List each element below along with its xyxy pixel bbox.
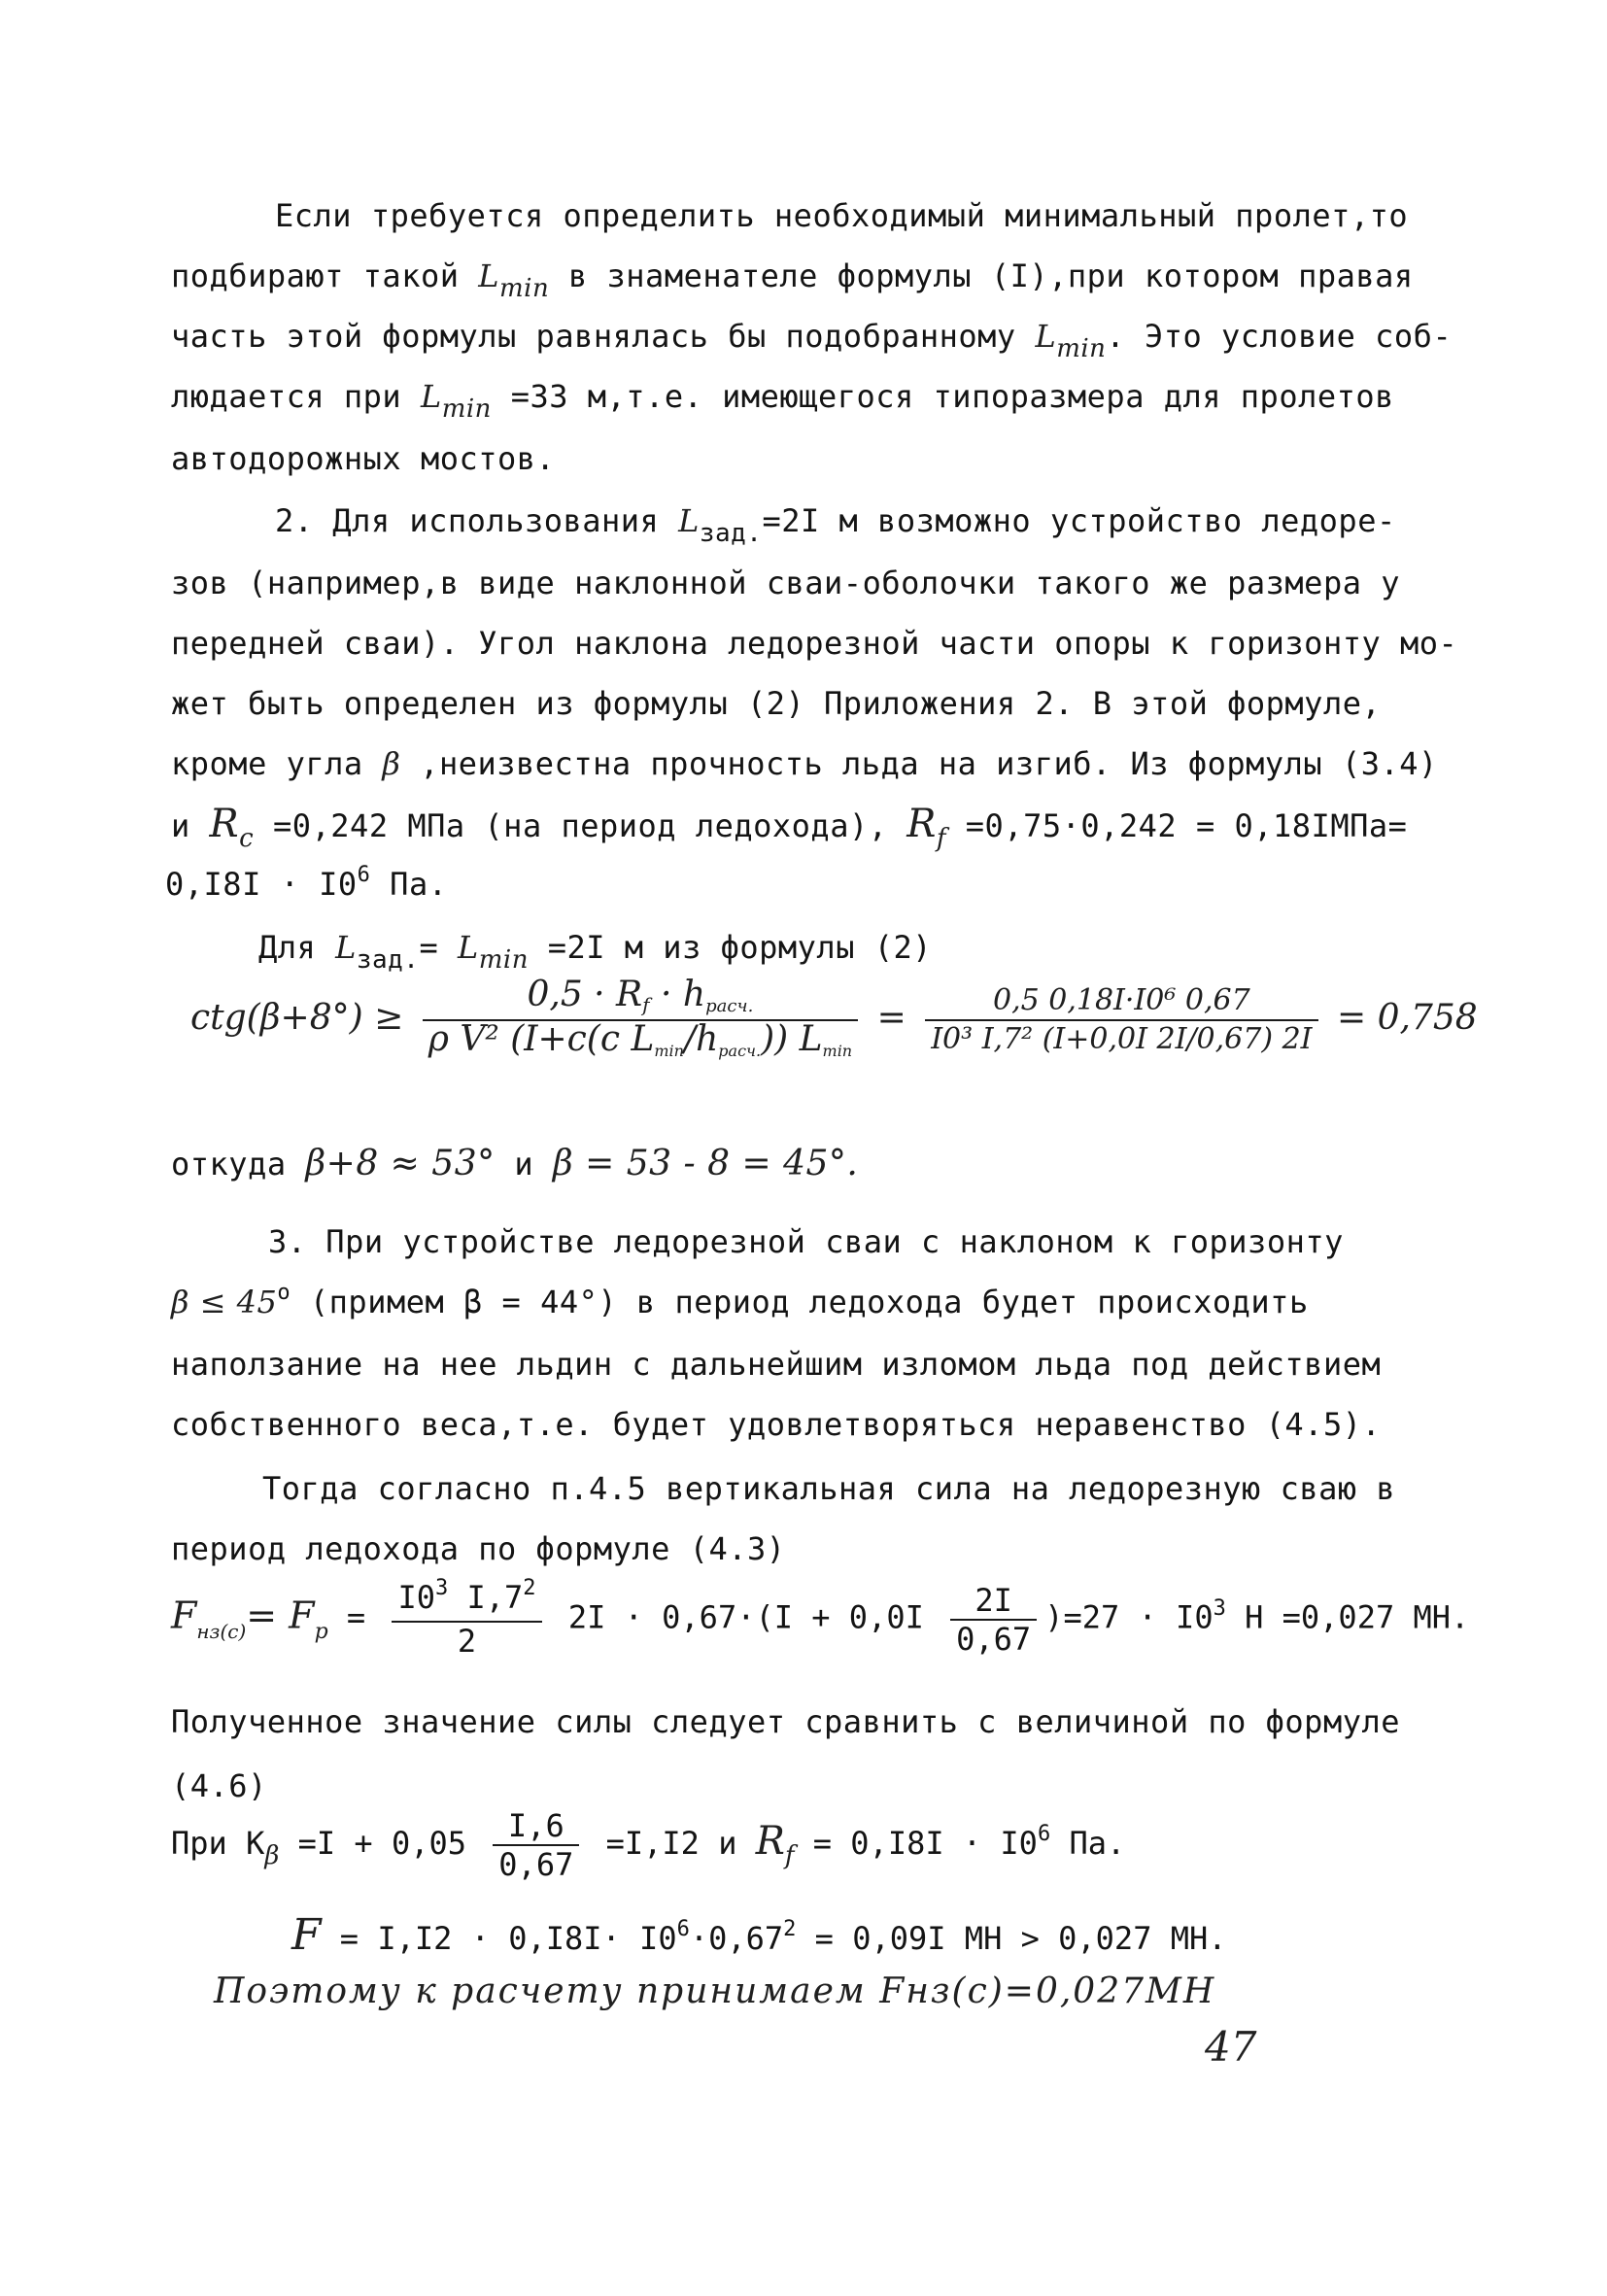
symbol-F: = F bbox=[246, 1593, 315, 1637]
fraction bbox=[493, 1807, 579, 1883]
text: автодорожных мостов. bbox=[171, 440, 556, 477]
symbol-R: R bbox=[755, 1819, 785, 1864]
page-number: 47 bbox=[1205, 2023, 1257, 2071]
subscript: f bbox=[784, 1841, 795, 1870]
text: Н =0,027 МН. bbox=[1225, 1598, 1470, 1636]
text: и bbox=[171, 807, 210, 844]
text: =I,I2 и bbox=[587, 1825, 756, 1862]
fraction-1 bbox=[423, 977, 858, 1064]
subscript: раcч. bbox=[705, 996, 754, 1016]
text-line-7 bbox=[171, 564, 1400, 602]
subscript: min bbox=[499, 274, 550, 303]
text-line-18 bbox=[171, 1405, 1381, 1444]
text-line-22 bbox=[171, 1766, 267, 1805]
text-line-12 bbox=[165, 865, 447, 908]
text-line-1 bbox=[275, 196, 1408, 235]
subscript: зад. bbox=[699, 519, 763, 548]
handwritten-angle: β+8 ≈ 53° bbox=[305, 1144, 496, 1183]
text-line-6 bbox=[275, 501, 1396, 548]
text-line-9 bbox=[171, 684, 1381, 723]
text: (4.6) bbox=[171, 1767, 267, 1804]
fraction-numerator: 2I bbox=[950, 1582, 1037, 1621]
text-line-17 bbox=[171, 1345, 1381, 1384]
text-line-13 bbox=[258, 928, 933, 975]
symbol-L: L bbox=[335, 929, 357, 966]
fraction-numerator bbox=[423, 977, 858, 1021]
formula-ctg bbox=[190, 977, 1478, 1064]
text-line-20 bbox=[171, 1529, 786, 1568]
text: людается при bbox=[171, 378, 421, 415]
text: собственного веса,т.е. будет удовлетворяться неравенство (4.5). bbox=[171, 1406, 1382, 1443]
symbol-R: R bbox=[209, 802, 240, 846]
text: )=27 · I0 bbox=[1044, 1598, 1214, 1636]
text-line-21 bbox=[171, 1702, 1400, 1741]
text: Тогда согласно п.4.5 вертикальная сила на ледорезную сваю в bbox=[262, 1470, 1396, 1507]
text: =2I м возможно устройство ледоре- bbox=[762, 502, 1396, 539]
equals-sign: = bbox=[876, 998, 906, 1038]
subscript: нз(с) bbox=[196, 1619, 247, 1643]
text: и bbox=[495, 1146, 553, 1182]
text: 2. Для использования bbox=[275, 502, 679, 539]
text: в знаменателе формулы (I),при котором правая bbox=[549, 257, 1414, 294]
text: = bbox=[419, 929, 458, 966]
text: Для bbox=[258, 929, 336, 966]
text: Па. bbox=[1050, 1825, 1126, 1862]
text: 3. При устройстве ледорезной сваи с наклоном к горизонту bbox=[268, 1223, 1344, 1260]
text: откуда bbox=[171, 1146, 306, 1182]
text: I,7 bbox=[448, 1579, 524, 1616]
symbol-L: L bbox=[457, 929, 479, 966]
text: передней сваи). Угол наклона ледорезной части опоры к горизонту мо- bbox=[171, 625, 1458, 662]
superscript: 6 bbox=[1037, 1822, 1051, 1846]
symbol-R: R bbox=[906, 802, 937, 846]
fraction-numerator: 0,5 0,18I·I0⁶ 0,67 bbox=[925, 982, 1317, 1021]
text-line-14 bbox=[171, 1145, 858, 1183]
subscript: min bbox=[441, 394, 492, 424]
text: =33 м,т.е. имеющегося типоразмера для пролетов bbox=[491, 378, 1394, 415]
symbol-F: F bbox=[291, 1910, 322, 1960]
fraction-numerator bbox=[392, 1576, 541, 1623]
text: Если требуется определить необходимый минимальный пролет,то bbox=[275, 197, 1409, 234]
text-line-10 bbox=[171, 744, 1438, 783]
symbol-L: L bbox=[678, 502, 700, 539]
text-line-8 bbox=[171, 624, 1457, 663]
text: =I + 0,05 bbox=[279, 1825, 486, 1862]
text: ·0,67 bbox=[689, 1920, 784, 1957]
handwritten-angle-result: β = 53 - 8 = 45°. bbox=[552, 1144, 859, 1183]
text: (примем β = 44°) в период ледохода будет происходить bbox=[291, 1284, 1309, 1320]
text: = 0,I8I · I0 bbox=[794, 1825, 1038, 1862]
superscript: 3 bbox=[1213, 1595, 1226, 1621]
text: подбирают такой bbox=[171, 257, 479, 294]
subscript: р bbox=[314, 1619, 328, 1644]
superscript: 2 bbox=[523, 1576, 536, 1600]
text: ,неизвестна прочность льда на изгиб. Из формулы (3.4) bbox=[400, 745, 1438, 782]
subscript: min bbox=[822, 1042, 853, 1060]
subscript: f bbox=[936, 824, 946, 853]
superscript: o bbox=[277, 1281, 291, 1305]
text: 0,I8I · I0 bbox=[165, 866, 358, 903]
text-line-15 bbox=[268, 1222, 1344, 1261]
text: ρ V² (I+c(c L bbox=[427, 1019, 655, 1059]
superscript: 6 bbox=[357, 863, 371, 887]
formula-force-comparison bbox=[291, 1910, 1227, 1960]
fraction-denominator: 0,67 bbox=[956, 1620, 1032, 1658]
formula-vertical-force bbox=[171, 1576, 1470, 1660]
subscript: min bbox=[654, 1042, 684, 1060]
text: . Это условие соб- bbox=[1106, 318, 1453, 355]
superscript: 2 bbox=[783, 1917, 797, 1941]
subscript: раcч. bbox=[718, 1042, 762, 1060]
text: При К bbox=[171, 1825, 265, 1862]
text: = 0,09I МН > 0,027 МН. bbox=[796, 1920, 1227, 1957]
symbol-beta: β bbox=[382, 745, 401, 782]
text: зов (например,в виде наклонной сваи-оболочки такого же размера у bbox=[171, 565, 1400, 601]
fraction-1 bbox=[392, 1576, 541, 1660]
text: = bbox=[327, 1598, 366, 1636]
text: 2I · 0,67·(I + 0,0I bbox=[549, 1598, 943, 1636]
subscript: c bbox=[239, 824, 255, 853]
subscript: f bbox=[642, 993, 650, 1016]
formula-lhs: ctg(β+8°) ≥ bbox=[190, 998, 404, 1038]
handwritten-beta: β ≤ 45 bbox=[171, 1284, 278, 1320]
fraction-denominator bbox=[423, 1021, 858, 1064]
text: кроме угла bbox=[171, 745, 383, 782]
text: часть этой формулы равнялась бы подобранному bbox=[171, 318, 1036, 355]
text: Па. bbox=[370, 866, 448, 903]
text: Поэтому к расчету принимаем Fнз(с)=0,027МН bbox=[214, 1971, 1216, 2011]
symbol-L: L bbox=[420, 378, 442, 415]
symbol-L: L bbox=[1035, 318, 1057, 355]
text: · h bbox=[649, 975, 706, 1014]
fraction-2 bbox=[925, 982, 1317, 1058]
subscript: β bbox=[264, 1841, 280, 1870]
text: )) L bbox=[761, 1019, 823, 1059]
symbol-F: F bbox=[171, 1593, 197, 1637]
fraction-denominator: 2 bbox=[457, 1623, 477, 1660]
text-line-11 bbox=[171, 802, 1408, 853]
superscript: 3 bbox=[434, 1576, 449, 1600]
text-line-4 bbox=[171, 377, 1394, 424]
text: Полученное значение силы следует сравнить с величиной по формуле bbox=[171, 1703, 1400, 1740]
handwritten-conclusion bbox=[214, 1972, 1215, 2011]
subscript: min bbox=[478, 945, 529, 975]
text-line-19 bbox=[262, 1469, 1395, 1508]
formula-result: = 0,758 bbox=[1336, 998, 1478, 1038]
subscript: зад. bbox=[356, 945, 420, 975]
text-line-3 bbox=[171, 317, 1453, 363]
fraction-denominator: 0,67 bbox=[498, 1846, 574, 1883]
text: /h bbox=[683, 1019, 719, 1059]
text-line-5 bbox=[171, 439, 555, 478]
text-line-2 bbox=[171, 257, 1414, 303]
text: период ледохода по формуле (4.3) bbox=[171, 1530, 786, 1567]
text: =0,75·0,242 = 0,18IМПа= bbox=[946, 807, 1408, 844]
text: I0 bbox=[397, 1579, 435, 1616]
text: =0,242 МПа (на период ледохода), bbox=[254, 807, 907, 844]
subscript: min bbox=[1056, 334, 1107, 363]
symbol-L: L bbox=[478, 257, 499, 294]
text: = I,I2 · 0,I8I· I0 bbox=[321, 1920, 677, 1957]
text: наползание на нее льдин с дальнейшим изломом льда под действием bbox=[171, 1346, 1382, 1383]
fraction-numerator: I,6 bbox=[493, 1807, 579, 1846]
text: 0,5 · R bbox=[527, 975, 643, 1014]
text: жет быть определен из формулы (2) Приложения 2. В этой формуле, bbox=[171, 685, 1382, 722]
formula-coefficient bbox=[171, 1807, 1125, 1883]
text: =2I м из формулы (2) bbox=[528, 929, 933, 966]
fraction-denominator: I0³ I,7² (I+0,0I 2I/0,67) 2I bbox=[931, 1022, 1313, 1056]
superscript: 6 bbox=[676, 1917, 690, 1941]
fraction-2 bbox=[950, 1582, 1037, 1658]
text-line-16 bbox=[171, 1283, 1309, 1326]
